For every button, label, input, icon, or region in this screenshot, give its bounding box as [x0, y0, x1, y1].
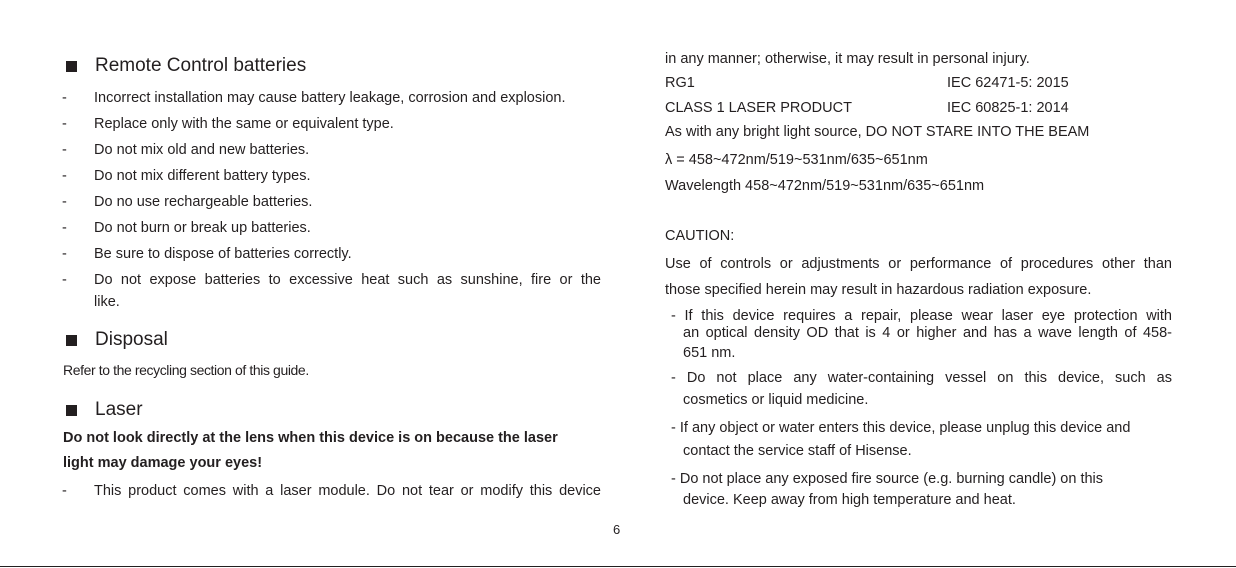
caution-bullet: - If any object or water enters this device, please unplug this device and — [671, 420, 1131, 436]
list-item: Do not mix different battery types. — [94, 168, 311, 184]
caution-bullet: cosmetics or liquid medicine. — [683, 392, 869, 408]
caution-bullet: - If this device requires a repair, please wear laser eye protection with — [671, 308, 1172, 324]
list-dash: - — [62, 194, 67, 210]
list-dash: - — [62, 142, 67, 158]
caution-heading: CAUTION: — [665, 228, 735, 244]
list-item: Do not expose batteries to excessive heat such as sunshine, fire or the — [94, 272, 601, 288]
list-item-continuation: like. — [94, 294, 120, 310]
list-item: Replace only with the same or equivalent type. — [94, 116, 394, 132]
section-heading-remote: Remote Control batteries — [95, 55, 307, 76]
list-dash: - — [62, 168, 67, 184]
page-number: 6 — [613, 522, 621, 537]
list-item: Do no use rechargeable batteries. — [94, 194, 313, 210]
caution-text: those specified herein may result in hazardous radiation exposure. — [665, 282, 1092, 298]
list-dash: - — [62, 220, 67, 236]
laser-text: in any manner; otherwise, it may result in personal injury. — [665, 51, 1030, 67]
list-dash: - — [62, 90, 67, 106]
list-dash: - — [62, 246, 67, 262]
bottom-rule — [0, 566, 1236, 567]
bullet-square-icon — [66, 405, 77, 416]
caution-bullet: 651 nm. — [683, 345, 736, 361]
wavelength-text: Wavelength 458~472nm/519~531nm/635~651nm — [665, 178, 985, 194]
list-item: Do not mix old and new batteries. — [94, 142, 310, 158]
list-item: Be sure to dispose of batteries correctly. — [94, 246, 352, 262]
caution-bullet: device. Keep away from high temperature and heat. — [683, 492, 1016, 508]
list-dash: - — [62, 272, 67, 288]
bullet-square-icon — [66, 61, 77, 72]
caution-bullet: contact the service staff of Hisense. — [683, 443, 912, 459]
list-item: Incorrect installation may cause battery leakage, corrosion and explosion. — [94, 90, 566, 106]
caution-bullet: - Do not place any water-containing vessel on this device, such as — [671, 370, 1172, 386]
laser-warning: Do not look directly at the lens when this device is on because the laser — [63, 430, 558, 446]
caution-bullet: an optical density OD that is 4 or higher and has a wave length of 458- — [683, 325, 1172, 341]
list-dash: - — [62, 483, 67, 499]
class-label: CLASS 1 LASER PRODUCT — [665, 100, 852, 116]
section-heading-laser: Laser — [95, 399, 143, 420]
laser-warning: light may damage your eyes! — [63, 455, 263, 471]
rg1-label: RG1 — [665, 75, 695, 91]
bullet-square-icon — [66, 335, 77, 346]
wavelength-text: λ = 458~472nm/519~531nm/635~651nm — [665, 152, 928, 168]
laser-text: As with any bright light source, DO NOT STARE INTO THE BEAM — [665, 124, 1090, 140]
iec-standard: IEC 62471-5: 2015 — [947, 75, 1069, 91]
list-item: Do not burn or break up batteries. — [94, 220, 311, 236]
disposal-text: Refer to the recycling section of this guide. — [63, 362, 309, 378]
section-heading-disposal: Disposal — [95, 329, 168, 350]
iec-standard: IEC 60825-1: 2014 — [947, 100, 1069, 116]
caution-text: Use of controls or adjustments or performance of procedures other than — [665, 256, 1172, 272]
caution-bullet: - Do not place any exposed fire source (e.g. burning candle) on this — [671, 471, 1104, 487]
list-dash: - — [62, 116, 67, 132]
list-item: This product comes with a laser module. Do not tear or modify this device — [94, 483, 601, 499]
